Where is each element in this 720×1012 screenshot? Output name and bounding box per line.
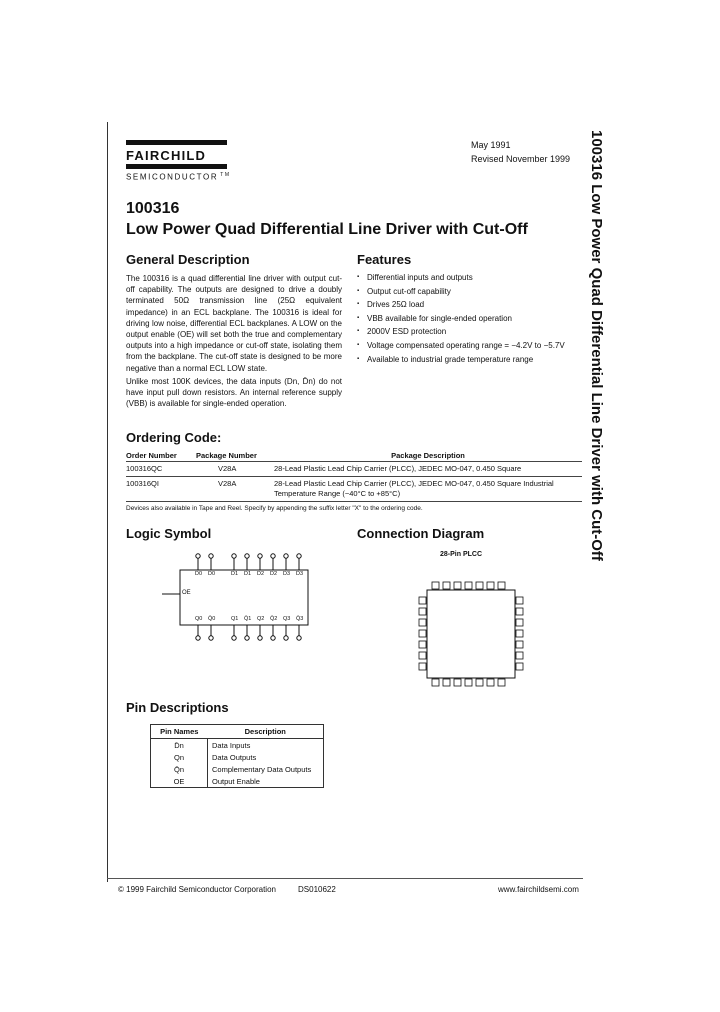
package-description-cell: 28-Lead Plastic Lead Chip Carrier (PLCC), JEDEC MO-047, 0.450 Square Industrial Temperature Range (−40°C to +85°C)	[274, 477, 582, 502]
plcc-pin	[419, 630, 426, 637]
connection-heading-wrap	[357, 526, 484, 541]
plcc-pin	[498, 582, 505, 589]
page-title: Low Power Quad Differential Line Driver with Cut-Off	[126, 221, 528, 238]
pin-terminal-icon	[297, 636, 301, 640]
plcc-pin	[516, 608, 523, 615]
footer-url: www.fairchildsemi.com	[498, 885, 579, 894]
package-label: 28-Pin PLCC	[440, 551, 483, 558]
pin-terminal-icon	[232, 554, 236, 558]
logic-symbol-heading-wrap	[126, 526, 211, 541]
footer-doc-number: DS010622	[298, 885, 336, 894]
pin-terminal-icon	[232, 636, 236, 640]
ordering-section	[126, 430, 582, 512]
pin-col-header: Pin Names	[151, 725, 208, 739]
logic-input-label: D̄2	[270, 571, 278, 577]
oe-label: OE	[182, 590, 191, 596]
fairchild-logo	[126, 140, 227, 174]
feature-item: ▪ Drives 25Ω load	[357, 298, 582, 312]
ordering-col-header: Order Number	[126, 450, 196, 462]
pin-col-header: Description	[208, 725, 324, 739]
logic-symbol-diagram	[160, 550, 320, 645]
pin-terminal-icon	[209, 636, 213, 640]
plcc-pin	[419, 663, 426, 670]
plcc-pin	[516, 663, 523, 670]
pin-terminal-icon	[245, 554, 249, 558]
pin-name-cell: OE	[151, 775, 208, 788]
plcc-pin	[516, 619, 523, 626]
table-row	[151, 739, 324, 752]
pin-name-cell: Q̄n	[151, 763, 208, 775]
pin-terminal-icon	[284, 636, 288, 640]
feature-item: ▪ Available to industrial grade temperature range	[357, 353, 582, 367]
pin-terminal-icon	[258, 554, 262, 558]
footer-rule	[107, 878, 583, 879]
plcc-pin	[432, 679, 439, 686]
plcc-pin	[516, 597, 523, 604]
pin-descriptions-table	[150, 724, 324, 788]
pin-terminal-icon	[196, 636, 200, 640]
ordering-col-header: Package Description	[274, 450, 582, 462]
ordering-heading: Ordering Code:	[126, 430, 222, 445]
plcc-pin	[419, 608, 426, 615]
plcc-pin	[516, 630, 523, 637]
package-number-cell: V28A	[196, 477, 274, 502]
pin-terminal-icon	[258, 636, 262, 640]
general-description-para2: Unlike most 100K devices, the data inputs (Dn, D̄n) do not have input pull down resistors. An internal reference supply (VBB) is available for single-ended operation.	[126, 376, 342, 409]
features-list	[357, 271, 582, 366]
pin-terminal-icon	[196, 554, 200, 558]
features-heading: Features	[357, 252, 412, 267]
side-title: 100316 Low Power Quad Differential Line Driver with Cut-Off	[588, 130, 605, 561]
date-revised: Revised November 1999	[471, 154, 571, 164]
logo-subtitle: SEMICONDUCTOR ™	[126, 172, 231, 182]
feature-item: ▪ Output cut-off capability	[357, 285, 582, 299]
footer-copyright: © 1999 Fairchild Semiconductor Corporation	[118, 885, 276, 894]
general-description-heading: General Description	[126, 252, 250, 267]
logic-input-label: D3	[283, 571, 291, 577]
pin-description-cell: Data Inputs	[212, 740, 251, 750]
plcc-pin	[487, 679, 494, 686]
plcc-pin	[419, 597, 426, 604]
date-original: May 1991	[471, 140, 511, 150]
pin-description-cell: Output Enable	[212, 776, 260, 786]
plcc-pin	[454, 582, 461, 589]
pin-terminal-icon	[271, 636, 275, 640]
ordering-col-header: Package Number	[196, 450, 274, 462]
features-section	[357, 252, 582, 366]
logic-output-label: Q̄2	[270, 616, 278, 622]
feature-item: ▪ 2000V ESD protection	[357, 325, 582, 339]
logic-output-label: Q2	[257, 616, 265, 622]
connection-heading: Connection Diagram	[357, 526, 485, 541]
pin-terminal-icon	[297, 554, 301, 558]
logic-input-label: D̄3	[296, 571, 304, 577]
plcc-pin	[443, 582, 450, 589]
logic-input-label: D̄1	[244, 571, 252, 577]
pin-descriptions-heading: Pin Descriptions	[126, 700, 229, 715]
package-description-cell: 28-Lead Plastic Lead Chip Carrier (PLCC), JEDEC MO-047, 0.450 Square	[274, 462, 582, 477]
plcc-pin	[465, 582, 472, 589]
part-number: 100316	[126, 200, 180, 217]
general-description-para1: The 100316 is a quad differential line driver with output cut-off capability. The outputs are designed to drive a doubly terminated 50Ω transmission line (25Ω equivalent impedance) in an ECL backplane. The 100316 is ideal for driving low noise, differential ECL backplanes. A LOW on the output enable (OE) will set both the true and complementary outputs into a high impedance or cut-off state, isolating them from the backplane. The cut-off state is designed to be more negative than a normal ECL LOW state.	[126, 274, 342, 373]
logic-output-label: Q̄0	[208, 616, 216, 622]
plcc-pin	[476, 679, 483, 686]
plcc-pin	[465, 679, 472, 686]
pin-terminal-icon	[209, 554, 213, 558]
pin-name-cell: Qn	[151, 751, 208, 763]
feature-item: ▪ VBB available for single-ended operation	[357, 312, 582, 326]
logic-input-label: D2	[257, 571, 265, 577]
feature-item: ▪ Differential inputs and outputs	[357, 271, 582, 285]
feature-item: ▪ Voltage compensated operating range = −4.2V to −5.7V	[357, 339, 582, 353]
logic-output-label: Q̄3	[296, 616, 304, 622]
logic-input-label: D̄0	[208, 571, 216, 577]
pin-description-cell: Data Outputs	[212, 752, 257, 762]
plcc-pin	[487, 582, 494, 589]
plcc-pin	[454, 679, 461, 686]
logic-output-label: Q3	[283, 616, 291, 622]
table-row	[126, 462, 582, 477]
plcc-pin	[476, 582, 483, 589]
pin-terminal-icon	[271, 554, 275, 558]
logic-symbol-heading: Logic Symbol	[126, 526, 212, 541]
logic-input-label: D0	[195, 571, 203, 577]
plcc-pin	[443, 679, 450, 686]
plcc-diagram	[395, 560, 535, 710]
left-margin-rule	[107, 122, 108, 882]
pin-description-cell: Complementary Data Outputs	[212, 764, 312, 774]
plcc-pin	[516, 641, 523, 648]
order-number-cell: 100316QI	[126, 477, 196, 502]
order-number-cell: 100316QC	[126, 462, 196, 477]
ordering-table	[126, 450, 582, 502]
pin-terminal-icon	[245, 636, 249, 640]
plcc-pin	[419, 652, 426, 659]
logo-text: FAIRCHILD	[126, 148, 207, 163]
ordering-note: Devices also available in Tape and Reel. Specify by appending the suffix letter "X" to the ordering code.	[126, 505, 423, 512]
pin-terminal-icon	[284, 554, 288, 558]
plcc-pin	[516, 652, 523, 659]
package-number-cell: V28A	[196, 462, 274, 477]
plcc-pin	[419, 641, 426, 648]
logic-input-label: D1	[231, 571, 239, 577]
logic-output-label: Q0	[195, 616, 203, 622]
plcc-pin	[432, 582, 439, 589]
pin-name-cell: D̄n	[151, 739, 208, 752]
plcc-pin	[498, 679, 505, 686]
plcc-pin	[419, 619, 426, 626]
table-row	[151, 775, 324, 788]
logic-output-label: Q̄1	[244, 616, 252, 622]
table-row	[151, 763, 324, 775]
pin-descriptions-heading-wrap	[126, 700, 229, 715]
general-description-section	[126, 252, 342, 409]
logic-output-label: Q1	[231, 616, 239, 622]
table-row	[126, 477, 582, 502]
table-row	[151, 751, 324, 763]
